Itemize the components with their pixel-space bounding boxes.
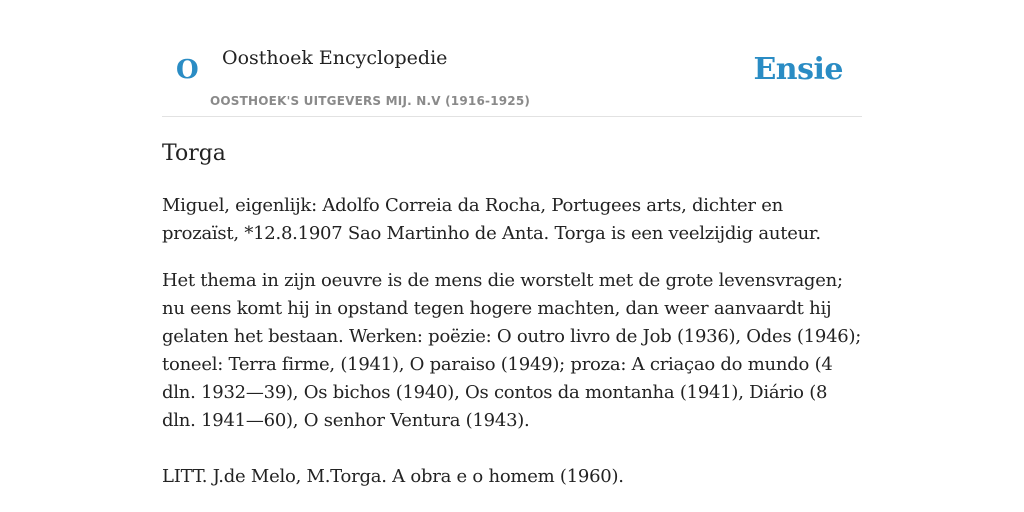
- site-title[interactable]: Oosthoek Encyclopedie: [222, 47, 448, 69]
- encyclopedia-logo-icon[interactable]: O: [176, 55, 199, 85]
- article-paragraph-intro: Miguel, eigenlijk: Adolfo Correia da Rocha, Portugees arts, dichter en prozaïst, *12.8.1907 Sao Martinho de Anta. Torga is een veelzijdig auteur.: [162, 195, 821, 244]
- article-title: Torga: [162, 141, 226, 166]
- ensie-brand-link[interactable]: Ensie: [753, 52, 843, 87]
- article-paragraph-body: Het thema in zijn oeuvre is de mens die worstelt met de grote levensvragen; nu eens komt hij in opstand tegen hogere machten, dan weer aanvaardt hij gelaten het bestaan. Werken: poëzie: O outro livro de Job (1936), Odes (1946); toneel: Terra firme, (1941), O paraiso (1949); proza: A criaçao do mundo (4 dln. 1932—39), Os bichos (1940), Os contos da montanha (1941), Diário (8 dln. 1941—60), O senhor Ventura (1943).: [162, 270, 862, 431]
- article: [162, 138, 862, 491]
- article-paragraph-literature: LITT. J.de Melo, M.Torga. A obra e o homem (1960).: [162, 466, 624, 487]
- publisher-subtitle: OOSTHOEK'S UITGEVERS MIJ. N.V (1916-1925): [210, 94, 531, 108]
- site-header: [162, 0, 862, 117]
